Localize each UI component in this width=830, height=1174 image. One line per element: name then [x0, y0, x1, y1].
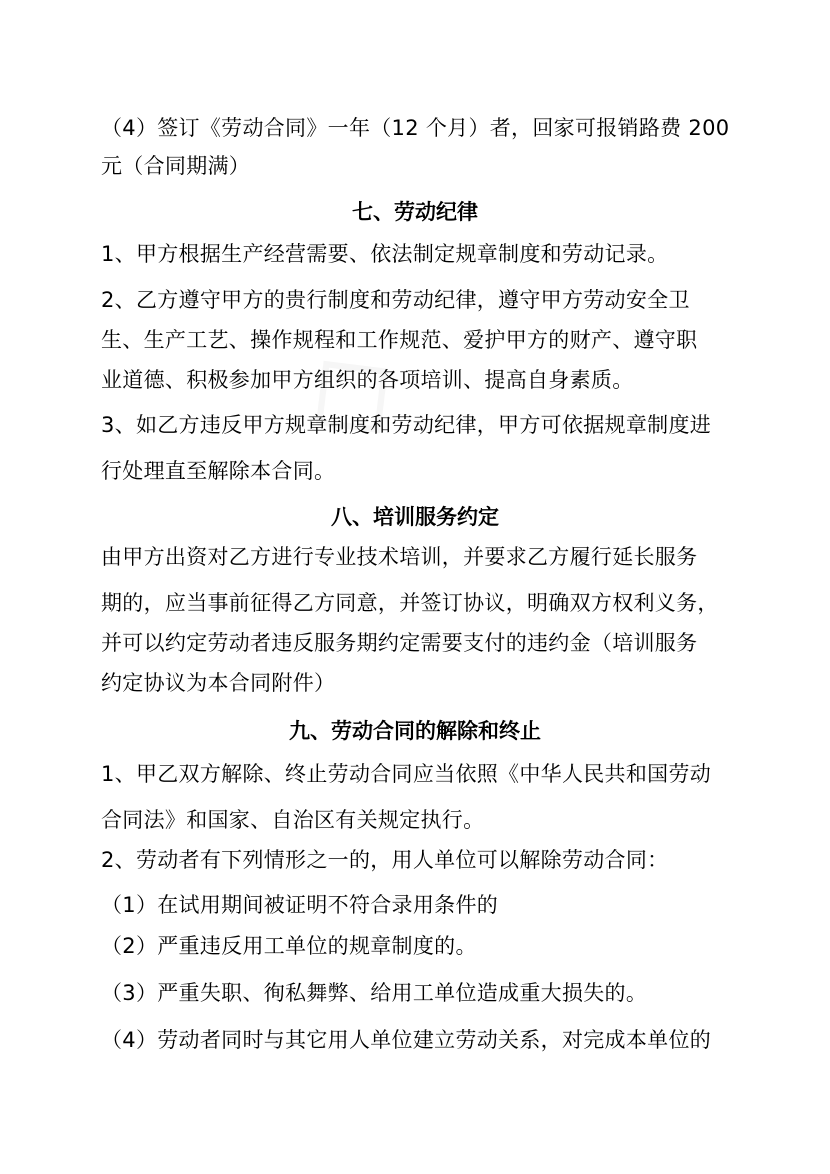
paragraph-line: （1）在试用期间被证明不符合录用条件的	[101, 893, 499, 917]
paragraph-line: 业道德、积极参加甲方组织的各项培训、提高自身素质。	[101, 368, 634, 392]
paragraph-line: 由甲方出资对乙方进行专业技术培训，并要求乙方履行延长服务	[101, 545, 698, 569]
paragraph-line: （2）严重违反用工单位的规章制度的。	[101, 934, 477, 958]
paragraph-line: 2、乙方遵守甲方的贵行制度和劳动纪律，遵守甲方劳动安全卫	[101, 288, 690, 312]
section-heading-8: 八、培训服务约定	[331, 505, 499, 529]
section-heading-9: 九、劳动合同的解除和终止	[289, 719, 541, 743]
paragraph-line: 期的，应当事前征得乙方同意，并签订协议，明确双方权利义务，	[101, 591, 719, 615]
paragraph-line: 元（合同期满）	[101, 154, 251, 178]
paragraph-line: 2、劳动者有下列情形之一的，用人单位可以解除劳动合同：	[101, 848, 669, 872]
paragraph-line: 合同法》和国家、自治区有关规定执行。	[101, 808, 485, 832]
paragraph-line: 并可以约定劳动者违反服务期约定需要支付的违约金（培训服务	[101, 631, 698, 655]
paragraph-line: 1、甲方根据生产经营需要、依法制定规章制度和劳动记录。	[101, 242, 669, 266]
paragraph-line: 生、生产工艺、操作规程和工作规范、爱护甲方的财产、遵守职	[101, 328, 698, 352]
paragraph-line: （4）签订《劳动合同》一年（12 个月）者，回家可报销路费 200	[101, 116, 730, 140]
paragraph-line: 3、如乙方违反甲方规章制度和劳动纪律，甲方可依据规章制度进	[101, 413, 712, 437]
paragraph-line: （4）劳动者同时与其它用人单位建立劳动关系，对完成本单位的	[101, 1028, 712, 1052]
paragraph-line: 1、甲乙双方解除、终止劳动合同应当依照《中华人民共和国劳动	[101, 762, 712, 786]
section-heading-7: 七、劳动纪律	[352, 200, 478, 224]
paragraph-line: 行处理直至解除本合同。	[101, 459, 336, 483]
paragraph-line: （3）严重失职、徇私舞弊、给用工单位造成重大损失的。	[101, 981, 648, 1005]
paragraph-line: 约定协议为本合同附件）	[101, 671, 336, 695]
